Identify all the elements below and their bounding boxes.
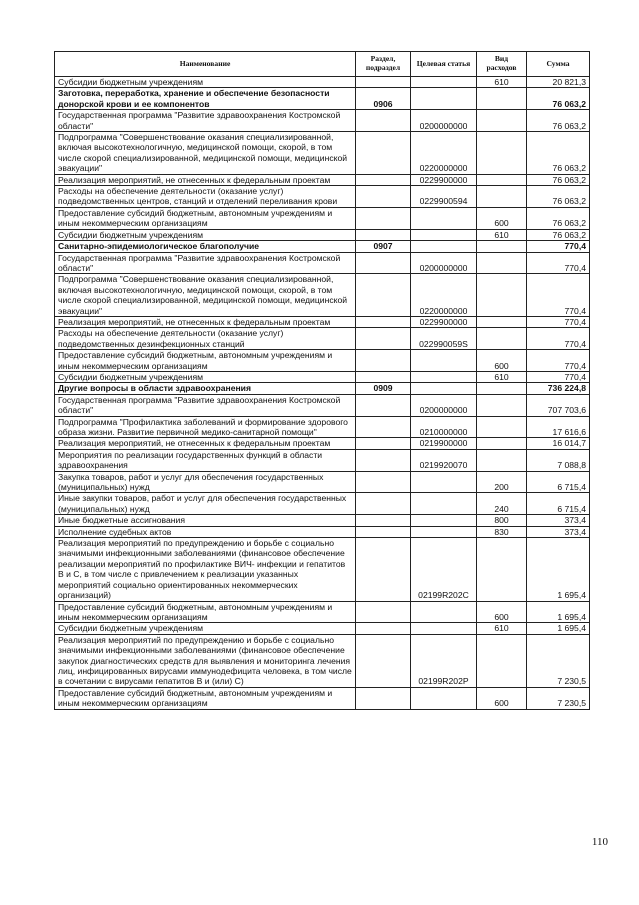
name-cell: Подпрограмма "Совершенствование оказания специализированной, включая высокотехнологичную, медицинской помощи, скорой, в том числе скорой специализированной, медицинской помощи, медицинской эвакуации" bbox=[55, 132, 356, 175]
section-cell bbox=[356, 623, 411, 634]
name-cell: Исполнение судебных актов bbox=[55, 526, 356, 537]
type-cell bbox=[477, 110, 527, 132]
target-cell: 0210000000 bbox=[411, 416, 477, 438]
table-row bbox=[55, 88, 590, 110]
type-cell bbox=[477, 449, 527, 471]
table-row bbox=[55, 132, 590, 175]
section-cell bbox=[356, 110, 411, 132]
section-cell bbox=[356, 350, 411, 372]
amount-cell: 7 230,5 bbox=[527, 687, 590, 709]
header-section: Раздел, подраздел bbox=[356, 52, 411, 77]
table-row bbox=[55, 328, 590, 350]
target-cell bbox=[411, 601, 477, 623]
section-cell bbox=[356, 394, 411, 416]
name-cell: Предоставление субсидий бюджетным, автономным учреждениям и иным некоммерческим организациям bbox=[55, 687, 356, 709]
amount-cell: 76 063,2 bbox=[527, 174, 590, 185]
type-cell bbox=[477, 88, 527, 110]
table-row bbox=[55, 601, 590, 623]
amount-cell: 770,4 bbox=[527, 350, 590, 372]
table-row bbox=[55, 634, 590, 687]
table-row bbox=[55, 316, 590, 327]
table-row bbox=[55, 471, 590, 493]
type-cell: 610 bbox=[477, 623, 527, 634]
section-cell bbox=[356, 634, 411, 687]
target-cell bbox=[411, 77, 477, 88]
target-cell bbox=[411, 623, 477, 634]
amount-cell: 1 695,4 bbox=[527, 601, 590, 623]
table-row bbox=[55, 515, 590, 526]
type-cell: 610 bbox=[477, 77, 527, 88]
section-cell bbox=[356, 77, 411, 88]
name-cell: Государственная программа "Развитие здравоохранения Костромской области" bbox=[55, 394, 356, 416]
type-cell bbox=[477, 438, 527, 449]
header-type: Вид расходов bbox=[477, 52, 527, 77]
type-cell bbox=[477, 328, 527, 350]
type-cell bbox=[477, 252, 527, 274]
amount-cell: 1 695,4 bbox=[527, 623, 590, 634]
name-cell: Подпрограмма "Профилактика заболеваний и формирование здорового образа жизни. Развитие первичной медико-санитарной помощи" bbox=[55, 416, 356, 438]
section-cell: 0909 bbox=[356, 383, 411, 394]
name-cell: Государственная программа "Развитие здравоохранения Костромской области" bbox=[55, 110, 356, 132]
table-row bbox=[55, 526, 590, 537]
target-cell bbox=[411, 515, 477, 526]
name-cell: Предоставление субсидий бюджетным, автономным учреждениям и иным некоммерческим организациям bbox=[55, 350, 356, 372]
section-cell bbox=[356, 449, 411, 471]
type-cell bbox=[477, 241, 527, 252]
budget-table bbox=[54, 51, 590, 710]
section-cell bbox=[356, 252, 411, 274]
name-cell: Заготовка, переработка, хранение и обеспечение безопасности донорской крови и ее компонентов bbox=[55, 88, 356, 110]
type-cell bbox=[477, 634, 527, 687]
amount-cell: 16 014,7 bbox=[527, 438, 590, 449]
section-cell bbox=[356, 328, 411, 350]
type-cell: 830 bbox=[477, 526, 527, 537]
type-cell bbox=[477, 186, 527, 208]
amount-cell: 770,4 bbox=[527, 328, 590, 350]
section-cell bbox=[356, 687, 411, 709]
target-cell bbox=[411, 471, 477, 493]
page-number: 110 bbox=[591, 836, 608, 848]
target-cell bbox=[411, 88, 477, 110]
name-cell: Субсидии бюджетным учреждениям bbox=[55, 229, 356, 240]
table-row bbox=[55, 241, 590, 252]
type-cell: 600 bbox=[477, 350, 527, 372]
amount-cell: 1 695,4 bbox=[527, 538, 590, 601]
type-cell: 800 bbox=[477, 515, 527, 526]
name-cell: Санитарно-эпидемиологическое благополучие bbox=[55, 241, 356, 252]
header-amount: Сумма bbox=[527, 52, 590, 77]
section-cell bbox=[356, 207, 411, 229]
amount-cell: 76 063,2 bbox=[527, 186, 590, 208]
target-cell: 0219900000 bbox=[411, 438, 477, 449]
amount-cell: 373,4 bbox=[527, 515, 590, 526]
target-cell bbox=[411, 383, 477, 394]
type-cell bbox=[477, 132, 527, 175]
amount-cell: 20 821,3 bbox=[527, 77, 590, 88]
section-cell bbox=[356, 438, 411, 449]
amount-cell: 770,4 bbox=[527, 316, 590, 327]
target-cell: 0229900000 bbox=[411, 316, 477, 327]
table-row bbox=[55, 207, 590, 229]
name-cell: Субсидии бюджетным учреждениям bbox=[55, 77, 356, 88]
amount-cell: 770,4 bbox=[527, 371, 590, 382]
name-cell: Предоставление субсидий бюджетным, автономным учреждениям и иным некоммерческим организациям bbox=[55, 207, 356, 229]
section-cell bbox=[356, 274, 411, 317]
amount-cell: 76 063,2 bbox=[527, 207, 590, 229]
target-cell: 0229900594 bbox=[411, 186, 477, 208]
section-cell bbox=[356, 132, 411, 175]
type-cell bbox=[477, 538, 527, 601]
name-cell: Реализация мероприятий, не отнесенных к федеральным проектам bbox=[55, 438, 356, 449]
amount-cell: 76 063,2 bbox=[527, 110, 590, 132]
section-cell bbox=[356, 316, 411, 327]
table-row bbox=[55, 274, 590, 317]
name-cell: Государственная программа "Развитие здравоохранения Костромской области" bbox=[55, 252, 356, 274]
table-row bbox=[55, 77, 590, 88]
type-cell bbox=[477, 174, 527, 185]
name-cell: Расходы на обеспечение деятельности (оказание услуг) подведомственных дезинфекционных станций bbox=[55, 328, 356, 350]
name-cell: Расходы на обеспечение деятельности (оказание услуг) подведомственных центров, станций и отделений переливания крови bbox=[55, 186, 356, 208]
type-cell bbox=[477, 274, 527, 317]
table-row bbox=[55, 623, 590, 634]
type-cell: 610 bbox=[477, 229, 527, 240]
table-row bbox=[55, 687, 590, 709]
table-row bbox=[55, 493, 590, 515]
name-cell: Закупка товаров, работ и услуг для обеспечения государственных (муниципальных) нужд bbox=[55, 471, 356, 493]
target-cell: 0200000000 bbox=[411, 252, 477, 274]
target-cell bbox=[411, 526, 477, 537]
section-cell bbox=[356, 601, 411, 623]
type-cell: 600 bbox=[477, 601, 527, 623]
name-cell: Реализация мероприятий, не отнесенных к федеральным проектам bbox=[55, 174, 356, 185]
table-row bbox=[55, 174, 590, 185]
name-cell: Реализация мероприятий, не отнесенных к федеральным проектам bbox=[55, 316, 356, 327]
target-cell bbox=[411, 371, 477, 382]
amount-cell: 707 703,6 bbox=[527, 394, 590, 416]
section-cell bbox=[356, 229, 411, 240]
table-body bbox=[55, 77, 590, 710]
section-cell bbox=[356, 174, 411, 185]
amount-cell: 7 230,5 bbox=[527, 634, 590, 687]
section-cell bbox=[356, 186, 411, 208]
type-cell bbox=[477, 394, 527, 416]
name-cell: Субсидии бюджетным учреждениям bbox=[55, 371, 356, 382]
name-cell: Мероприятия по реализации государственных функций в области здравоохранения bbox=[55, 449, 356, 471]
amount-cell: 770,4 bbox=[527, 274, 590, 317]
name-cell: Иные бюджетные ассигнования bbox=[55, 515, 356, 526]
table-row bbox=[55, 371, 590, 382]
table-row bbox=[55, 229, 590, 240]
name-cell: Реализация мероприятий по предупреждению и борьбе с социально значимыми инфекционными заболеваниями (финансовое обеспечение закупок диагностических средств для выявления и мониторинга лечения лиц, инфицированных вирусами иммунодефицита человека, в том числе в сочетании с вирусами гепатитов В и (или) С) bbox=[55, 634, 356, 687]
type-cell: 240 bbox=[477, 493, 527, 515]
target-cell: 02199R202C bbox=[411, 538, 477, 601]
amount-cell: 17 616,6 bbox=[527, 416, 590, 438]
type-cell: 200 bbox=[477, 471, 527, 493]
table-header bbox=[55, 52, 590, 77]
amount-cell: 76 063,2 bbox=[527, 229, 590, 240]
target-cell: 02199R202P bbox=[411, 634, 477, 687]
section-cell bbox=[356, 538, 411, 601]
name-cell: Субсидии бюджетным учреждениям bbox=[55, 623, 356, 634]
table-row bbox=[55, 449, 590, 471]
amount-cell: 770,4 bbox=[527, 252, 590, 274]
section-cell: 0907 bbox=[356, 241, 411, 252]
table-row bbox=[55, 416, 590, 438]
type-cell: 610 bbox=[477, 371, 527, 382]
table-row bbox=[55, 438, 590, 449]
target-cell bbox=[411, 241, 477, 252]
section-cell bbox=[356, 371, 411, 382]
table-row bbox=[55, 394, 590, 416]
target-cell bbox=[411, 229, 477, 240]
table-row bbox=[55, 252, 590, 274]
type-cell bbox=[477, 383, 527, 394]
table-row bbox=[55, 350, 590, 372]
amount-cell: 373,4 bbox=[527, 526, 590, 537]
target-cell: 0219920070 bbox=[411, 449, 477, 471]
target-cell bbox=[411, 350, 477, 372]
name-cell: Другие вопросы в области здравоохранения bbox=[55, 383, 356, 394]
table-row bbox=[55, 186, 590, 208]
table-row bbox=[55, 383, 590, 394]
name-cell: Иные закупки товаров, работ и услуг для обеспечения государственных (муниципальных) нужд bbox=[55, 493, 356, 515]
type-cell: 600 bbox=[477, 207, 527, 229]
target-cell: 0229900000 bbox=[411, 174, 477, 185]
target-cell: 0200000000 bbox=[411, 394, 477, 416]
header-row bbox=[55, 52, 590, 77]
header-name: Наименование bbox=[55, 52, 356, 77]
section-cell bbox=[356, 471, 411, 493]
amount-cell: 7 088,8 bbox=[527, 449, 590, 471]
target-cell bbox=[411, 493, 477, 515]
target-cell: 0200000000 bbox=[411, 110, 477, 132]
target-cell: 0220000000 bbox=[411, 132, 477, 175]
section-cell bbox=[356, 493, 411, 515]
table-row bbox=[55, 110, 590, 132]
section-cell bbox=[356, 526, 411, 537]
name-cell: Предоставление субсидий бюджетным, автономным учреждениям и иным некоммерческим организациям bbox=[55, 601, 356, 623]
target-cell bbox=[411, 687, 477, 709]
header-target: Целевая статья bbox=[411, 52, 477, 77]
target-cell: 022990059S bbox=[411, 328, 477, 350]
amount-cell: 76 063,2 bbox=[527, 132, 590, 175]
type-cell bbox=[477, 316, 527, 327]
amount-cell: 736 224,8 bbox=[527, 383, 590, 394]
type-cell: 600 bbox=[477, 687, 527, 709]
section-cell bbox=[356, 416, 411, 438]
target-cell: 0220000000 bbox=[411, 274, 477, 317]
table-row bbox=[55, 538, 590, 601]
name-cell: Реализация мероприятий по предупреждению и борьбе с социально значимыми инфекционными заболеваниями (финансовое обеспечение реализации мероприятий по профилактике ВИЧ- инфекции и гепатитов В и С, в том числе с привлечением к реализации указанных мероприятий социально ориентированных некоммерческих организаций) bbox=[55, 538, 356, 601]
section-cell: 0906 bbox=[356, 88, 411, 110]
target-cell bbox=[411, 207, 477, 229]
amount-cell: 76 063,2 bbox=[527, 88, 590, 110]
amount-cell: 770,4 bbox=[527, 241, 590, 252]
amount-cell: 6 715,4 bbox=[527, 493, 590, 515]
name-cell: Подпрограмма "Совершенствование оказания специализированной, включая высокотехнологичную, медицинской помощи, скорой, в том числе скорой специализированной, медицинской помощи, медицинской эвакуации" bbox=[55, 274, 356, 317]
section-cell bbox=[356, 515, 411, 526]
amount-cell: 6 715,4 bbox=[527, 471, 590, 493]
type-cell bbox=[477, 416, 527, 438]
